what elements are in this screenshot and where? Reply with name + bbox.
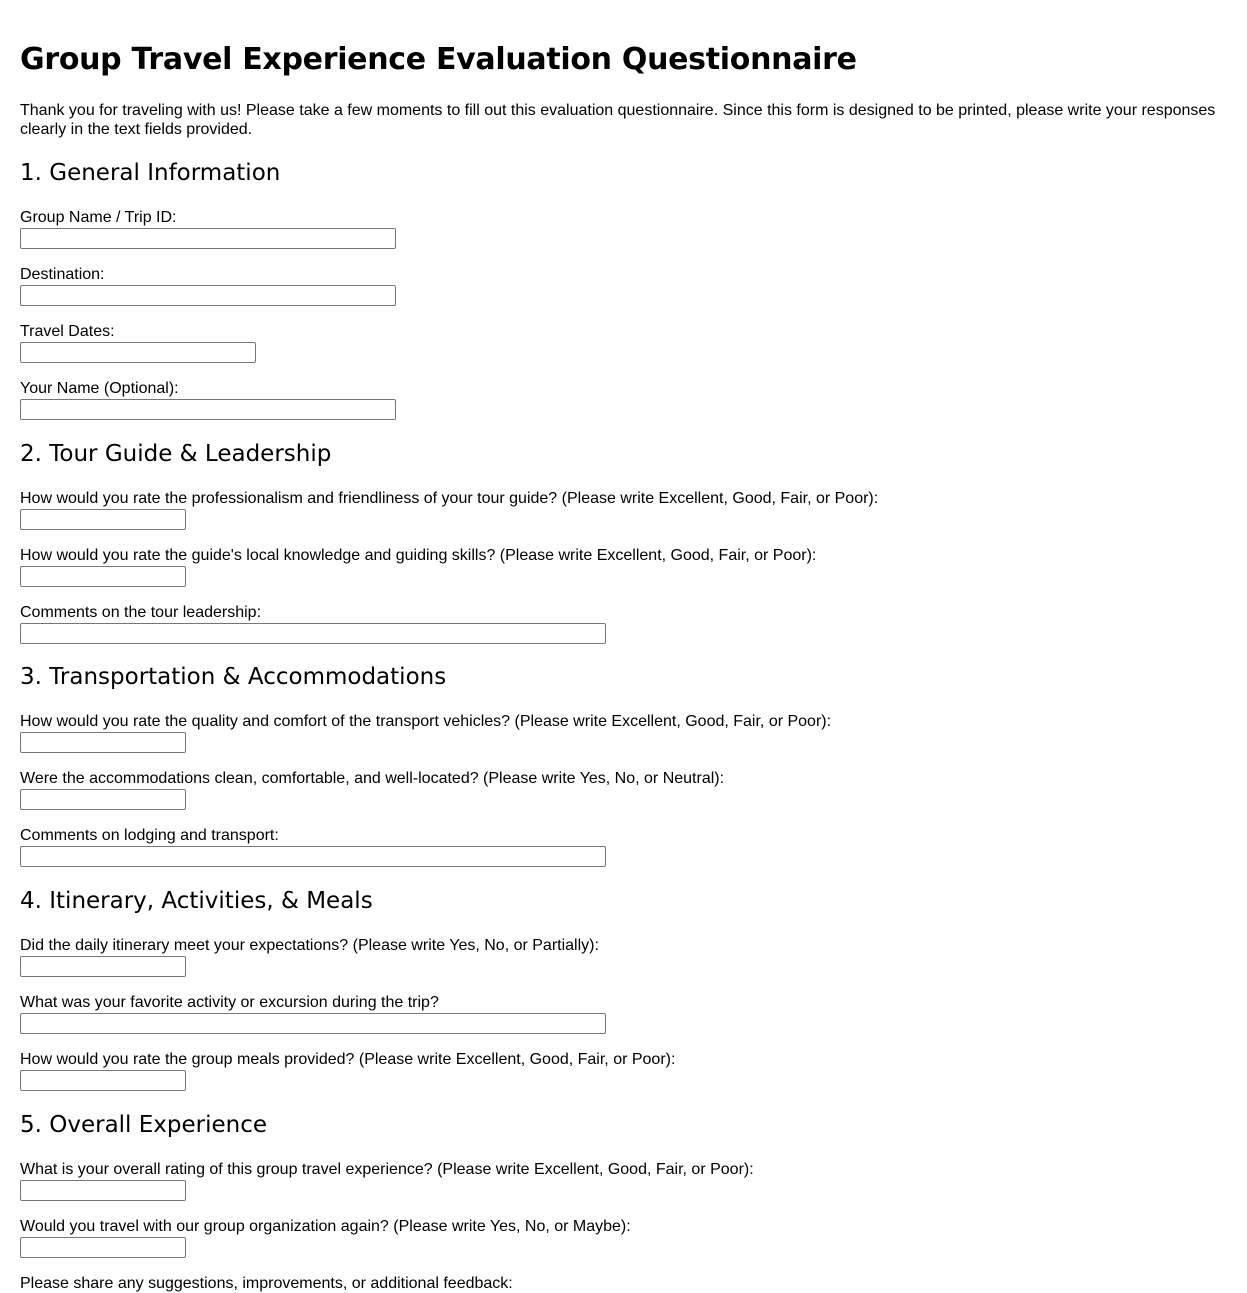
page-title: Group Travel Experience Evaluation Questionnaire xyxy=(20,42,857,77)
guide-knowledge-label: How would you rate the guide's local knowledge and guiding skills? (Please write Excellent, Good, Fair, or Poor): xyxy=(20,547,817,564)
group-meals-input[interactable] xyxy=(20,1070,186,1091)
section-heading-general-information: 1. General Information xyxy=(20,160,281,186)
section-heading-itinerary: 4. Itinerary, Activities, & Meals xyxy=(20,888,373,914)
guide-knowledge-input[interactable] xyxy=(20,566,186,587)
your-name-label: Your Name (Optional): xyxy=(20,380,179,397)
group-meals-label: How would you rate the group meals provided? (Please write Excellent, Good, Fair, or Poor): xyxy=(20,1051,676,1068)
travel-dates-label: Travel Dates: xyxy=(20,323,115,340)
destination-input[interactable] xyxy=(20,285,396,306)
intro-text: Thank you for traveling with us! Please take a few moments to fill out this evaluation questionnaire. Since this form is designed to be printed, please write your responses clearly in the text fields provided. xyxy=(20,102,1216,138)
suggestions-label: Please share any suggestions, improvements, or additional feedback: xyxy=(20,1275,513,1292)
travel-again-label: Would you travel with our group organization again? (Please write Yes, No, or Maybe): xyxy=(20,1218,631,1235)
guide-professionalism-input[interactable] xyxy=(20,509,186,530)
leadership-comments-input[interactable] xyxy=(20,623,606,644)
travel-dates-input[interactable] xyxy=(20,342,256,363)
accommodations-label: Were the accommodations clean, comfortable, and well-located? (Please write Yes, No, or Neutral): xyxy=(20,770,725,787)
transport-quality-label: How would you rate the quality and comfort of the transport vehicles? (Please write Excellent, Good, Fair, or Poor): xyxy=(20,713,832,730)
section-heading-tour-guide: 2. Tour Guide & Leadership xyxy=(20,441,332,467)
section-heading-overall: 5. Overall Experience xyxy=(20,1112,268,1138)
lodging-comments-label: Comments on lodging and transport: xyxy=(20,827,279,844)
group-name-input[interactable] xyxy=(20,228,396,249)
favorite-activity-input[interactable] xyxy=(20,1013,606,1034)
your-name-input[interactable] xyxy=(20,399,396,420)
destination-label: Destination: xyxy=(20,266,105,283)
itinerary-expectations-label: Did the daily itinerary meet your expectations? (Please write Yes, No, or Partially): xyxy=(20,937,599,954)
travel-again-input[interactable] xyxy=(20,1237,186,1258)
section-heading-transportation: 3. Transportation & Accommodations xyxy=(20,664,447,690)
group-name-label: Group Name / Trip ID: xyxy=(20,209,177,226)
overall-rating-input[interactable] xyxy=(20,1180,186,1201)
leadership-comments-label: Comments on the tour leadership: xyxy=(20,604,262,621)
guide-professionalism-label: How would you rate the professionalism and friendliness of your tour guide? (Please write Excellent, Good, Fair, or Poor): xyxy=(20,490,879,507)
accommodations-input[interactable] xyxy=(20,789,186,810)
favorite-activity-label: What was your favorite activity or excursion during the trip? xyxy=(20,994,439,1011)
overall-rating-label: What is your overall rating of this group travel experience? (Please write Excellent, Good, Fair, or Poor): xyxy=(20,1161,754,1178)
lodging-comments-input[interactable] xyxy=(20,846,606,867)
transport-quality-input[interactable] xyxy=(20,732,186,753)
itinerary-expectations-input[interactable] xyxy=(20,956,186,977)
